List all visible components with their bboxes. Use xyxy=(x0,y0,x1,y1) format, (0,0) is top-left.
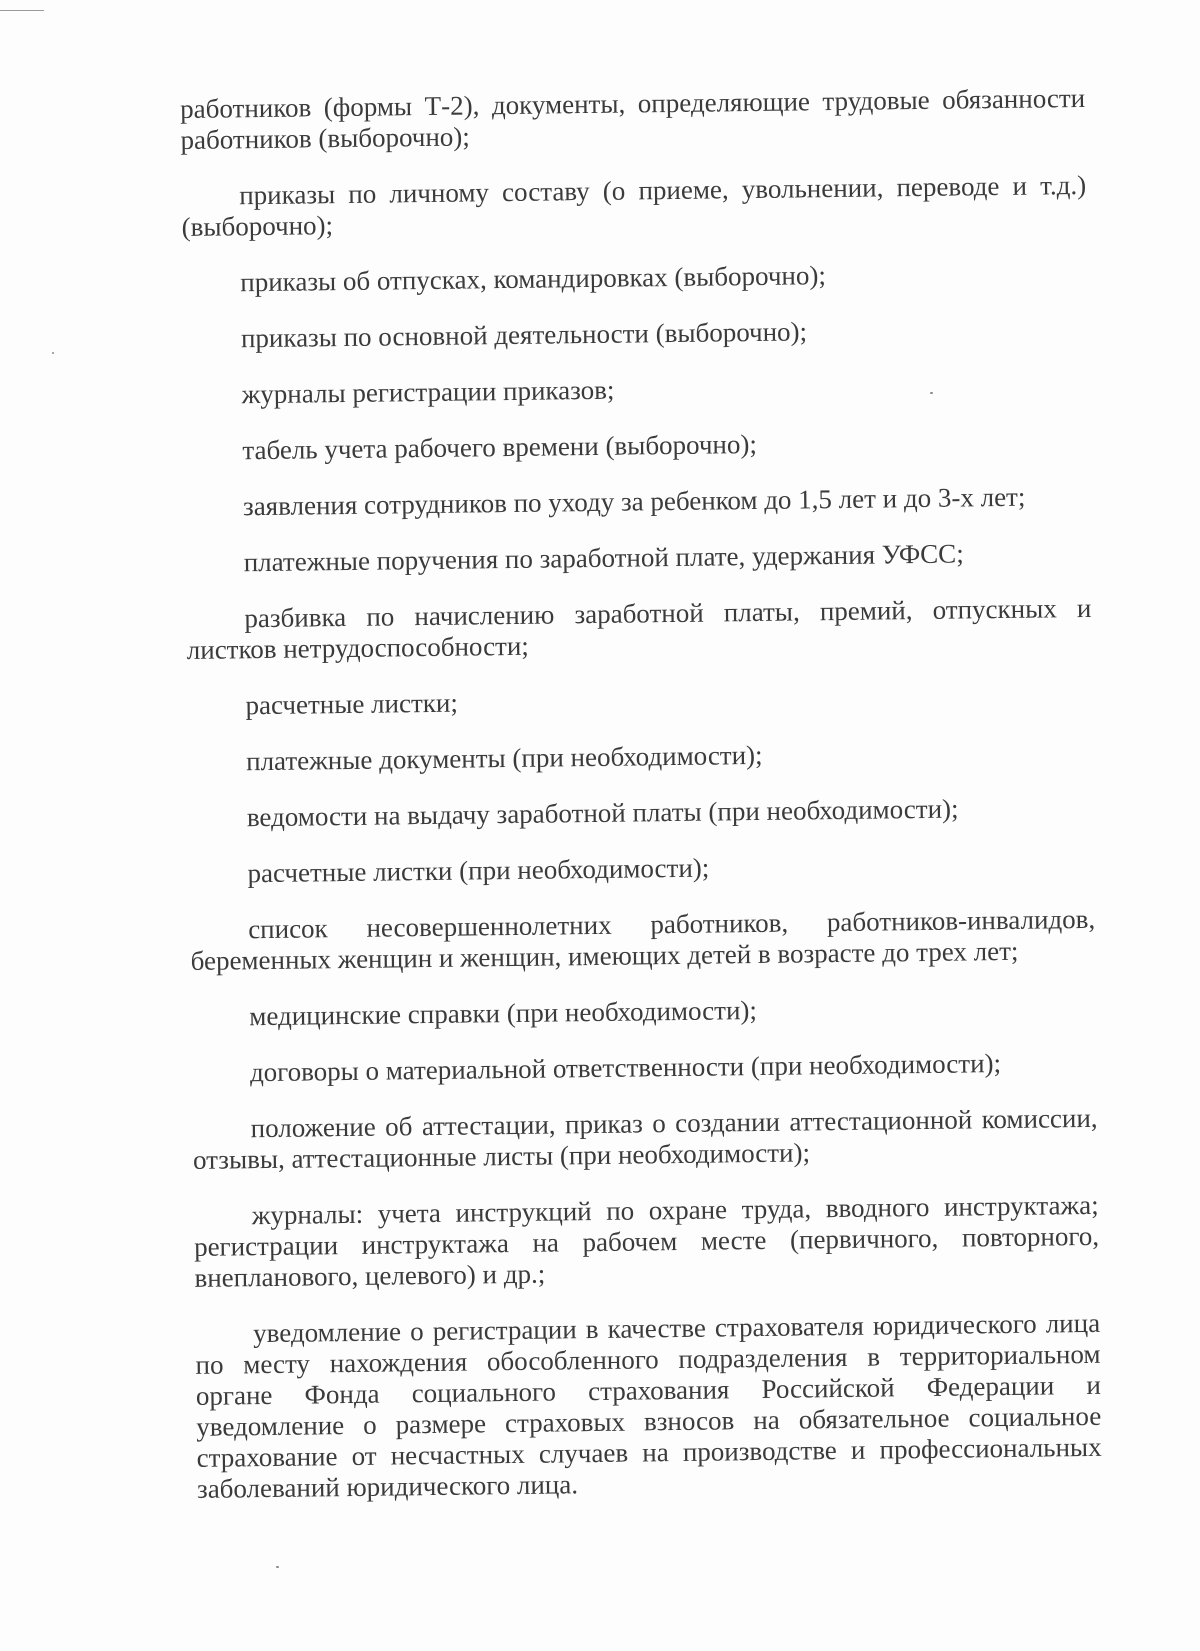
paragraph-payment-documents: платежные документы (при необходимости); xyxy=(245,739,763,777)
paragraph-childcare-applications: заявления сотрудников по уходу за ребенком до 1,5 лет и до 3-х лет; xyxy=(242,481,1026,522)
paragraph-main-activity-orders: приказы по основной деятельности (выборочно); xyxy=(240,316,808,354)
paragraph-insurer-notification: уведомление о регистрации в качестве страхователя юридического лица по месту нахождения обособленного подразделения в территориальном органе Фонда социального страхования Российской Федерации и уведомление о размере страховых взносов на обязательное социальное страхование от несчастных случаев на производстве и профессиональных заболеваний юридического лица. xyxy=(195,1307,1102,1504)
paragraph-personnel-orders: приказы по личному составу (о приеме, увольнении, переводе и т.д.) (выборочно); xyxy=(181,169,1087,242)
paragraph-payslips-repeat: расчетные листки (при необходимости); xyxy=(247,852,710,889)
paragraph-liability-contracts: договоры о материальной ответственности (при необходимости); xyxy=(249,1048,1002,1088)
scan-edge-mark xyxy=(0,10,44,11)
paragraph-payslips: расчетные листки; xyxy=(245,687,459,721)
paragraph-payment-orders: платежные поручения по заработной плате, удержания УФСС; xyxy=(243,538,964,578)
paragraph-attestation: положение об аттестации, приказ о создании аттестационной комиссии, отзывы, аттестационные листы (при необходимости); xyxy=(192,1102,1098,1175)
paragraph-safety-journals: журналы: учета инструкций по охране труда, вводного инструктажа; регистрации инструктажа на рабочем месте (первичного, повторного, внепланового, целевого) и др.; xyxy=(193,1189,1100,1293)
scan-speck xyxy=(276,1566,279,1568)
paragraph-order-journals: журналы регистрации приказов; xyxy=(241,374,615,410)
paragraph-protected-employees-list: список несовершеннолетних работников, работников-инвалидов, беременных женщин и женщин, имеющих детей в возрасте до трех лет; xyxy=(190,903,1096,976)
paragraph-timesheet: табель учета рабочего времени (выборочно); xyxy=(242,428,758,466)
paragraph-forms-t2: работников (формы Т-2), документы, определяющие трудовые обязанности работников (выборочно); xyxy=(180,82,1086,155)
document-body xyxy=(180,83,1102,1530)
paragraph-medical-certificates: медицинские справки (при необходимости); xyxy=(249,995,758,1032)
paragraph-salary-breakdown: разбивка по начислению заработной платы, премий, отпускных и листков нетрудоспособности; xyxy=(186,592,1092,665)
scan-speck xyxy=(52,352,54,354)
paragraph-payroll-statements: ведомости на выдачу заработной платы (при необходимости); xyxy=(246,793,959,833)
paragraph-vacation-orders: приказы об отпусках, командировках (выборочно); xyxy=(240,260,827,298)
